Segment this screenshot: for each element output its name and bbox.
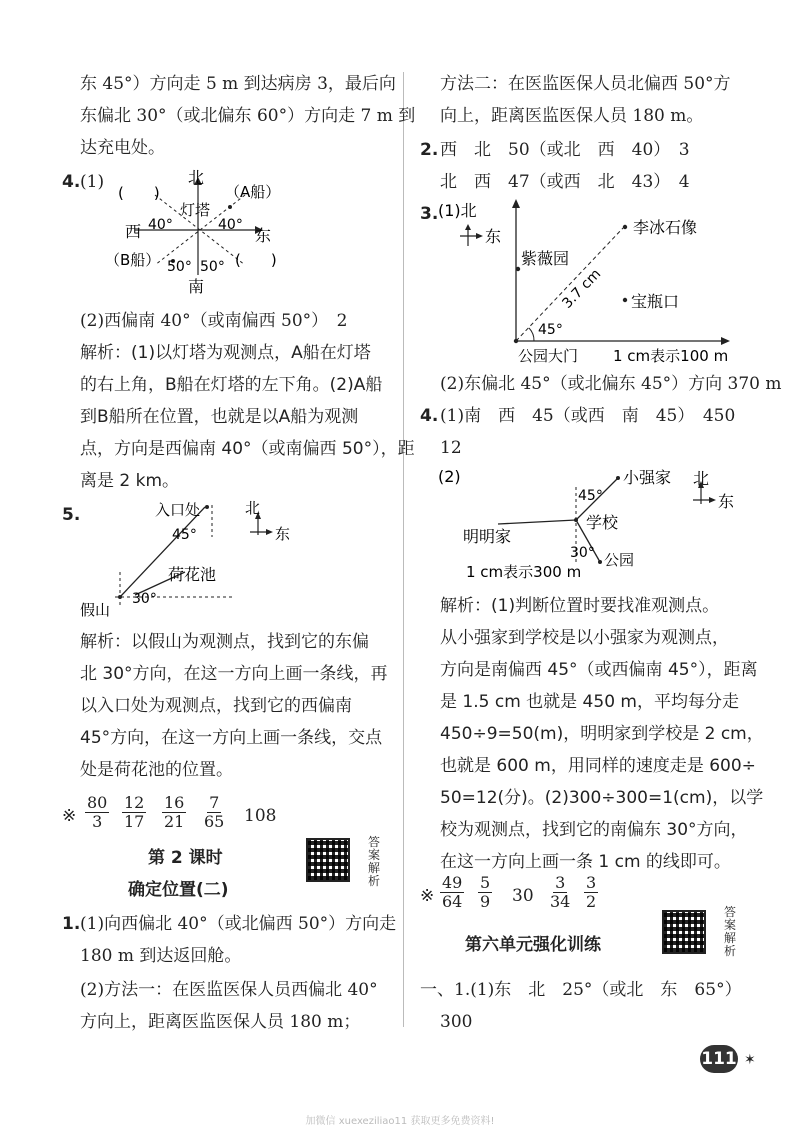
star-decoration-icon: ✶ [744,1052,756,1068]
question-number: 5. [62,505,81,525]
text-line: 方法二：在医监医保人员北偏西 50°方 [440,74,731,94]
pond-label: 荷花池 [168,565,217,584]
angle-label: 30° [132,591,157,607]
fraction: $\frac{3}{34}$ [550,873,571,911]
west-label: 西 [125,222,142,241]
explanation-line: 从小强家到学校是以小强家为观测点， [440,628,729,648]
scale-label: 1 cm表示300 m [466,563,582,581]
explanation-line: 解析：(1)以灯塔为观测点，A船在灯塔 [80,343,371,363]
explanation-line: 也就是 600 m，用同样的速度走是 600÷ [440,756,756,776]
explanation-line: 解析：(1)判断位置时要找准观测点。 [440,596,720,616]
question-part: (1)北 [438,201,477,220]
text-line: 东 45°）方向走 5 m 到达病房 3，最后向 [80,74,396,94]
home-label: 小强家 [623,468,672,487]
lighthouse-diagram [100,165,310,295]
distance-label: 3.7 cm [559,266,605,312]
garden-label: 紫薇园 [521,249,570,268]
explanation-line: 校为观测点，找到它的南偏东 30°方向， [440,820,748,840]
angle-label: 50° [200,259,225,275]
angle-label: 40° [218,217,243,233]
explanation-line: 北 30°方向，在这一方向上画一条线，再 [80,664,388,684]
star-symbol: ※ [420,886,435,906]
angle-label: 50° [167,259,192,275]
angle-label: 40° [148,217,173,233]
east-label: 东 [275,525,291,543]
explanation-line: 45°方向，在这一方向上画一条线，交点 [80,728,383,748]
fraction: $\frac{80}{3}$ [87,793,108,831]
bracket-label: ( ) [235,251,277,269]
rockery-label: 假山 [80,601,111,619]
text-line: 东偏北 30°（或北偏东 60°）方向走 7 m 到 [80,106,416,126]
question-number: 2. [420,140,439,160]
answer-line: (2)方法一：在医监医保人员西偏北 40° [80,980,378,1000]
entrance-label: 入口处 [155,501,201,519]
page-number: 111 [700,1045,738,1073]
explanation-line: 的右上角，B船在灯塔的左下角。(2)A船 [80,375,383,395]
explanation-line: 是 1.5 cm 也就是 450 m，平均每分走 [440,692,739,712]
explanation-line: 到B船所在位置，也就是以A船为观测 [80,407,359,427]
explanation-line: 解析：以假山为观测点，找到它的东偏 [80,632,369,652]
explanation-line: 点，方向是西偏南 40°（或南偏西 50°），距 [80,439,415,459]
question-number: 4. [420,406,439,426]
answer-line: 180 m 到达返回舱。 [80,946,242,966]
bottle-label: 宝瓶口 [631,292,680,311]
park-label: 公园 [604,551,635,569]
qr-code[interactable] [306,838,350,882]
explanation-line: 450÷9=50(m)，明明家到学校是 2 cm， [440,724,764,744]
question-number: 4. [62,172,81,192]
explanation-line: 以入口处为观测点，找到它的西偏南 [80,696,352,716]
explanation-line: 在这一方向上画一条 1 cm 的线即可。 [440,852,731,872]
fraction: $\frac{3}{2}$ [586,873,597,911]
answer-line: 300 [440,1012,473,1032]
bracket-label: ( ) [118,184,160,202]
park-path-diagram [75,497,315,622]
fraction: $\frac{5}{9}$ [480,873,491,911]
explanation-line: 方向是南偏西 45°（或西偏南 45°），距离 [440,660,758,680]
question-part: (1) [80,172,105,192]
footer-watermark: 加微信 xuexeziliao11 获取更多免费资料! [305,1116,495,1127]
lesson-title: 确定位置(二) [128,880,229,900]
north-label: 北 [188,168,205,187]
column-divider [403,72,404,1027]
question-number: 3. [420,204,439,224]
answer-line: (1)南 西 45（或西 南 45） 450 [440,406,736,426]
a-ship-label: （A船） [225,183,281,201]
east-label: 东 [255,226,272,245]
b-ship-label: （B船） [105,251,161,269]
answer-line: 方向上，距离医监医保人员 180 m； [80,1012,361,1032]
question-part: (2) [438,467,461,486]
unit-title: 第六单元强化训练 [465,935,601,955]
fraction: $\frac{12}{17}$ [124,793,145,831]
answer-value: 30 [512,886,534,906]
south-label: 南 [188,277,205,295]
school-map-diagram [438,462,738,587]
east-label: 东 [718,492,735,511]
park-map-diagram [438,196,738,366]
lesson-label: 第 2 课时 [148,848,223,868]
answer-line: 北 西 47（或西 北 43） 4 [440,172,690,192]
explanation-line: 离是 2 km。 [80,471,180,491]
angle-label: 45° [172,527,197,543]
qr-tag: 答案解析 [724,905,737,958]
angle-label: 45° [538,322,563,338]
answer-line: 西 北 50（或北 西 40） 3 [440,140,690,160]
star-symbol: ※ [62,806,77,826]
school-label: 学校 [586,513,619,532]
statue-label: 李冰石像 [633,218,698,237]
fraction: $\frac{7}{65}$ [204,793,225,831]
text-line: 达充电处。 [80,138,165,158]
gate-label: 公园大门 [518,347,579,365]
answer-line: 12 [440,438,462,458]
home-label: 明明家 [463,527,512,546]
angle-label: 45° [578,488,603,504]
east-label: 东 [485,227,502,246]
answer-line: (2)西偏南 40°（或南偏西 50°） 2 [80,311,348,331]
explanation-line: 处是荷花池的位置。 [80,760,233,780]
answer-value: 108 [244,806,277,826]
lighthouse-label: 灯塔 [180,201,211,219]
text-line: 向上，距离医监医保人员 180 m。 [440,106,704,126]
north-label: 北 [245,499,261,517]
answer-line: 一、1.(1)东 北 25°（或北 东 65°） [420,980,742,1000]
qr-tag: 答案解析 [368,835,381,888]
fraction: $\frac{16}{21}$ [164,793,185,831]
answer-line: (1)向西偏北 40°（或北偏西 50°）方向走 [80,914,397,934]
angle-label: 30° [570,545,595,561]
scale-label: 1 cm表示100 m [613,347,729,365]
fraction: $\frac{49}{64}$ [442,873,463,911]
explanation-line: 50=12(分)。(2)300÷300=1(cm)，以学 [440,788,764,808]
north-label: 北 [693,469,710,488]
answer-line: (2)东偏北 45°（或北偏东 45°）方向 370 m [440,374,782,394]
question-number: 1. [62,914,81,934]
qr-code[interactable] [662,910,706,954]
